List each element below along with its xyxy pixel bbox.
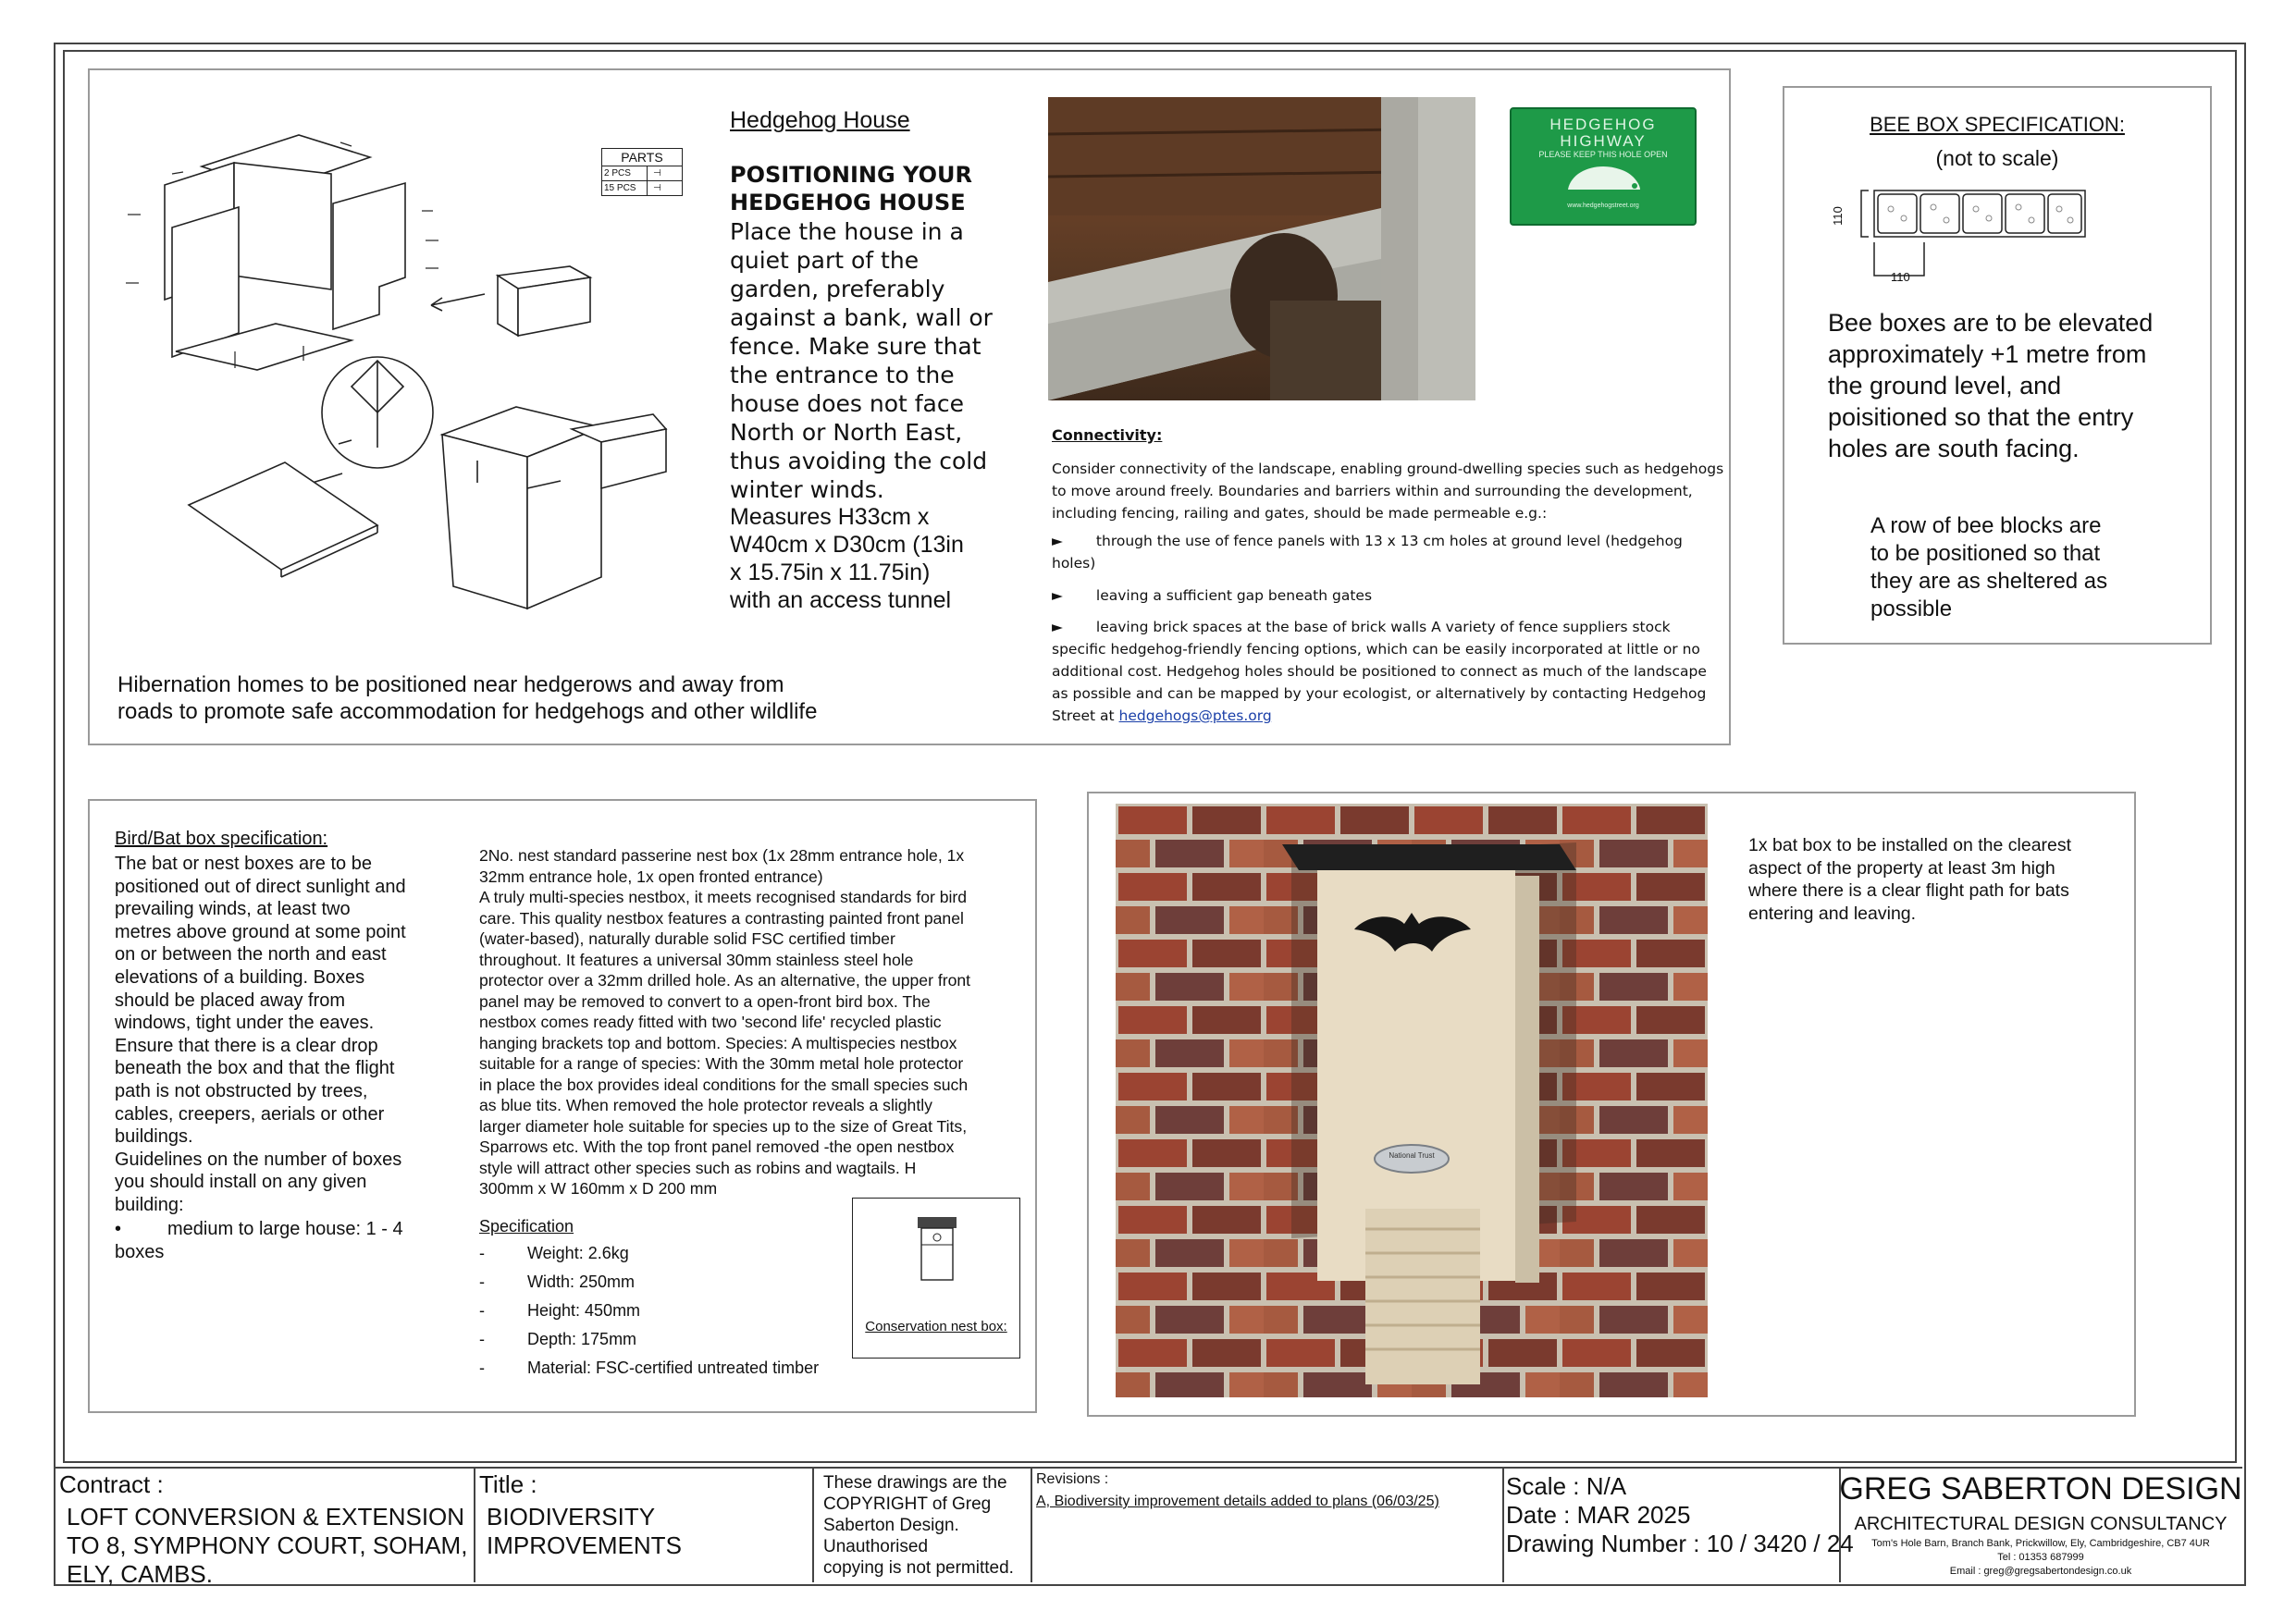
bat-box-photo bbox=[1116, 804, 1708, 1397]
firm-subtitle: ARCHITECTURAL DESIGN CONSULTANCY bbox=[1854, 1514, 2228, 1534]
text-line: to move around freely. Boundaries and barriers within and surrounding the development, bbox=[1052, 483, 1693, 499]
text-line: windows, tight under the eaves. bbox=[115, 1013, 375, 1034]
nestbox-description bbox=[479, 845, 970, 1199]
heading-line: HEDGEHOG HOUSE bbox=[730, 190, 966, 215]
text-line: in place the box provides ideal conditions for the small species such bbox=[479, 1075, 969, 1094]
title-cell bbox=[474, 1469, 814, 1582]
text-line: A truly multi-species nestbox, it meets recognised standards for bird bbox=[479, 888, 968, 906]
bird-bat-text bbox=[115, 853, 406, 1217]
text-line: Sparrows etc. With the top front panel removed -the open nestbox bbox=[479, 1137, 955, 1156]
text-line: Place the house in a bbox=[730, 218, 964, 245]
bullet-arrow-icon: ► bbox=[1052, 533, 1063, 549]
text-line: ELY, CAMBS. bbox=[67, 1560, 213, 1588]
specification-list bbox=[479, 1239, 819, 1383]
revisions-cell bbox=[1031, 1469, 1504, 1582]
text-line: larger diameter hole suitable for species up to the size of Great Tits, bbox=[479, 1116, 968, 1136]
bee-box-diagram bbox=[1813, 183, 2128, 287]
connectivity-intro bbox=[1052, 458, 1723, 524]
revision-entry: A, Biodiversity improvement details added to plans (06/03/25) bbox=[1036, 1494, 1439, 1509]
text-line: garden, preferably bbox=[730, 276, 945, 302]
bullet-arrow-icon: ► bbox=[1052, 587, 1063, 604]
bat-box-text bbox=[1748, 834, 2071, 925]
national-trust-badge: National Trust bbox=[1389, 1151, 1435, 1160]
firm-address: Tom's Hole Barn, Branch Bank, Prickwillow, Ely, Cambridgeshire, CB7 4UR bbox=[1871, 1538, 2210, 1549]
bullet-text: boxes bbox=[115, 1241, 165, 1262]
hedgehog-positioning-heading bbox=[730, 161, 972, 216]
text-line: care. This quality nestbox features a contrasting painted front panel bbox=[479, 908, 964, 928]
text-line: path is not obstructed by trees, bbox=[115, 1080, 368, 1101]
copyright-text bbox=[823, 1472, 1031, 1579]
connectivity-heading: Connectivity: bbox=[1052, 426, 1163, 444]
bullet-dot-icon: • bbox=[115, 1219, 122, 1239]
text-line: quiet part of the bbox=[730, 247, 920, 274]
text-line: Saberton Design. bbox=[823, 1516, 959, 1535]
sign-subtitle: PLEASE KEEP THIS HOLE OPEN bbox=[1538, 150, 1668, 159]
text-line: panel may be removed to convert to a open-front bird box. The bbox=[479, 991, 931, 1011]
text-line: buildings. bbox=[115, 1126, 193, 1148]
text-line: to be positioned so that bbox=[1870, 541, 2101, 566]
hedgehog-icon bbox=[1562, 160, 1644, 197]
hibernation-line: Hibernation homes to be positioned near hedgerows and away from bbox=[117, 672, 784, 697]
text-line: BIODIVERSITY bbox=[487, 1503, 656, 1531]
conservation-nest-box-figure bbox=[852, 1198, 1020, 1359]
text-line: with an access tunnel bbox=[730, 587, 952, 613]
firm-name: GREG SABERTON DESIGN bbox=[1839, 1471, 2242, 1506]
text-line: Measures H33cm x bbox=[730, 504, 930, 530]
text-line: The bat or nest boxes are to be bbox=[115, 854, 372, 874]
parts-row-count: 2 PCS bbox=[602, 166, 648, 180]
text-line: 2No. nest standard passerine nest box (1x 28mm entrance hole, 1x bbox=[479, 846, 965, 865]
connectivity-bullet-2 bbox=[1052, 584, 1372, 607]
text-line: hanging brackets top and bottom. Species: A multispecies nestbox bbox=[479, 1033, 957, 1052]
bullet-arrow-icon: ► bbox=[1052, 619, 1063, 635]
text-line: metres above ground at some point bbox=[115, 921, 406, 942]
text-line: COPYRIGHT of Greg bbox=[823, 1494, 992, 1514]
hedgehog-measurements bbox=[730, 503, 964, 614]
text-line: winter winds. bbox=[730, 476, 884, 503]
bullet-text: medium to large house: 1 - 4 bbox=[167, 1219, 403, 1239]
heading-line: POSITIONING YOUR bbox=[730, 162, 972, 188]
scale-text: Scale : N/A bbox=[1506, 1472, 1627, 1500]
spec-item: - Width: 250mm bbox=[479, 1273, 636, 1291]
hibernation-line: roads to promote safe accommodation for hedgehogs and other wildlife bbox=[117, 699, 818, 724]
text-line: on or between the north and east bbox=[115, 944, 387, 965]
text-line: fence. Make sure that bbox=[730, 333, 981, 360]
text-line: x 15.75in x 11.75in) bbox=[730, 559, 931, 585]
sign-title-line: HEDGEHOG bbox=[1549, 116, 1657, 133]
spec-item: - Depth: 175mm bbox=[479, 1330, 637, 1348]
text-line: holes are south facing. bbox=[1828, 435, 2080, 462]
text-line: house does not face bbox=[730, 390, 964, 417]
text-line: Consider connectivity of the landscape, enabling ground-dwelling species such as hedgehogs bbox=[1052, 461, 1724, 477]
bee-shelter-text bbox=[1870, 512, 2107, 623]
text-line: TO 8, SYMPHONY COURT, SOHAM, bbox=[67, 1531, 468, 1559]
text-line: against a bank, wall or bbox=[730, 304, 993, 331]
bullet-text: through the use of fence panels with 13 x 13 cm holes at ground level (hedgehog bbox=[1095, 533, 1683, 549]
bee-dim-height: 110 bbox=[1830, 206, 1845, 226]
bee-title: BEE BOX SPECIFICATION: bbox=[1870, 113, 2125, 136]
parts-row-count: 15 PCS bbox=[602, 181, 648, 195]
text-line: These drawings are the bbox=[823, 1473, 1007, 1493]
text-line: you should install on any given bbox=[115, 1172, 367, 1193]
hedgehog-house-title: Hedgehog House bbox=[730, 107, 910, 133]
date-text: Date : MAR 2025 bbox=[1506, 1501, 1691, 1529]
text-line: additional cost. Hedgehog holes should be positioned to connect as much of the landscape bbox=[1052, 663, 1707, 680]
text-line: protector over a 32mm drilled hole. As an alternative, the upper front bbox=[479, 971, 971, 990]
text-line: style will attract other species such as robins and wagtails. H bbox=[479, 1158, 917, 1177]
text-line: Ensure that there is a clear drop bbox=[115, 1035, 378, 1056]
bullet-text: Street at bbox=[1052, 707, 1119, 724]
text-line: cables, creepers, aerials or other bbox=[115, 1103, 385, 1125]
text-line: LOFT CONVERSION & EXTENSION bbox=[67, 1503, 465, 1531]
sign-title-line: HIGHWAY bbox=[1560, 132, 1647, 150]
text-line: should be placed away from bbox=[115, 990, 346, 1011]
text-line: beneath the box and that the flight bbox=[115, 1058, 395, 1079]
bee-dim-width: 110 bbox=[1891, 270, 1910, 284]
text-line: elevations of a building. Boxes bbox=[115, 966, 365, 988]
hedgehog-hole-photo bbox=[1048, 97, 1475, 400]
spec-item: - Height: 450mm bbox=[479, 1301, 641, 1320]
text-line: including fencing, railing and gates, should be made permeable e.g.: bbox=[1052, 505, 1548, 522]
spec-item: - Material: FSC-certified untreated timber bbox=[479, 1359, 820, 1377]
text-line: Unauthorised bbox=[823, 1537, 929, 1556]
text-line: throughout. It features a universal 30mm stainless steel hole bbox=[479, 950, 914, 969]
text-line: as blue tits. When removed the hole protector reveals a slightly bbox=[479, 1096, 932, 1114]
firm-email: Email : greg@gregsabertondesign.co.uk bbox=[1949, 1566, 2132, 1577]
text-line: approximately +1 metre from bbox=[1828, 340, 2147, 368]
parts-row: 2 PCS ⊣ bbox=[602, 166, 682, 181]
firm-phone: Tel : 01353 687999 bbox=[1997, 1552, 2084, 1563]
hedgehog-highway-sign bbox=[1510, 107, 1697, 226]
sign-url: www.hedgehogstreet.org bbox=[1567, 203, 1639, 209]
text-line: copying is not permitted. bbox=[823, 1558, 1014, 1578]
email-link[interactable]: hedgehogs@ptes.org bbox=[1118, 707, 1272, 724]
text-line: the entrance to the bbox=[730, 362, 955, 388]
drawing-number: Drawing Number : 10 / 3420 / 24 bbox=[1506, 1530, 1854, 1557]
text-line: prevailing winds, at least two bbox=[115, 899, 351, 920]
text-line: they are as sheltered as bbox=[1870, 569, 2108, 594]
text-line: building: bbox=[115, 1194, 184, 1215]
text-line: IMPROVEMENTS bbox=[487, 1531, 682, 1559]
text-line: Bee boxes are to be elevated bbox=[1828, 309, 2154, 337]
text-line: 1x bat box to be installed on the clearest bbox=[1748, 835, 2072, 855]
text-line: 32mm entrance hole, 1x open fronted entrance) bbox=[479, 867, 823, 886]
hedgehog-positioning-text bbox=[730, 217, 993, 504]
text-line: aspect of the property at least 3m high bbox=[1748, 857, 2055, 879]
bee-elevation-text bbox=[1828, 307, 2153, 464]
bird-bat-title: Bird/Bat box specification: bbox=[115, 829, 328, 849]
parts-table bbox=[601, 148, 683, 196]
title-text bbox=[487, 1503, 812, 1560]
text-line: as possible and can be mapped by your ecologist, or alternatively by contacting Hedgehog bbox=[1052, 685, 1707, 702]
text-line: W40cm x D30cm (13in bbox=[730, 532, 964, 558]
spec-item: - Weight: 2.6kg bbox=[479, 1244, 629, 1262]
text-line: (water-based), naturally durable solid FSC certified timber bbox=[479, 929, 895, 948]
contract-label: Contract : bbox=[59, 1470, 164, 1498]
text-line: Guidelines on the number of boxes bbox=[115, 1149, 402, 1170]
text-line: positioned out of direct sunlight and bbox=[115, 876, 406, 897]
bullet-text bbox=[1052, 638, 1707, 705]
text-line: specific hedgehog-friendly fencing options, which can be easily incorporated at little or no bbox=[1052, 641, 1700, 658]
copyright-cell bbox=[812, 1469, 1032, 1582]
bullet-text: leaving a sufficient gap beneath gates bbox=[1095, 587, 1373, 604]
parts-row: 15 PCS ⊣ bbox=[604, 183, 661, 193]
conservation-label: Conservation nest box: bbox=[865, 1319, 1007, 1334]
parts-table-header: PARTS bbox=[602, 149, 682, 166]
text-line: nestbox comes ready fitted with two 'second life' recycled plastic bbox=[479, 1013, 942, 1031]
revisions-label: Revisions : bbox=[1036, 1471, 1109, 1487]
text-line: the ground level, and bbox=[1828, 372, 2062, 400]
text-line: thus avoiding the cold bbox=[730, 448, 988, 474]
bullet-text: leaving brick spaces at the base of brick walls A variety of fence suppliers stock bbox=[1095, 619, 1671, 635]
connectivity-bullet-1 bbox=[1052, 530, 1683, 574]
text-line: 300mm x W 160mm x D 200 mm bbox=[479, 1179, 718, 1198]
contract-cell bbox=[54, 1469, 475, 1588]
hibernation-note bbox=[117, 671, 817, 725]
contract-text bbox=[67, 1503, 474, 1589]
text-line: entering and leaving. bbox=[1748, 903, 1917, 924]
text-line: possible bbox=[1870, 596, 1953, 621]
bird-bullet bbox=[115, 1218, 403, 1263]
drawing-info-cell bbox=[1502, 1469, 1854, 1582]
text-line: where there is a clear flight path for bats bbox=[1748, 880, 2069, 902]
text-line: suitable for a range of species: With the 30mm metal hole protector bbox=[479, 1054, 964, 1073]
connectivity-bullet-3 bbox=[1052, 616, 1707, 727]
bee-subtitle: (not to scale) bbox=[1935, 146, 2059, 170]
text-line: A row of bee blocks are bbox=[1870, 513, 2102, 538]
sign-title bbox=[1512, 117, 1695, 150]
text-line: North or North East, bbox=[730, 419, 963, 446]
specification-title: Specification bbox=[479, 1217, 574, 1236]
text-line: poisitioned so that the entry bbox=[1828, 403, 2134, 431]
title-label: Title : bbox=[479, 1470, 537, 1498]
firm-cell bbox=[1839, 1469, 2242, 1582]
bullet-text: holes) bbox=[1052, 555, 1096, 572]
